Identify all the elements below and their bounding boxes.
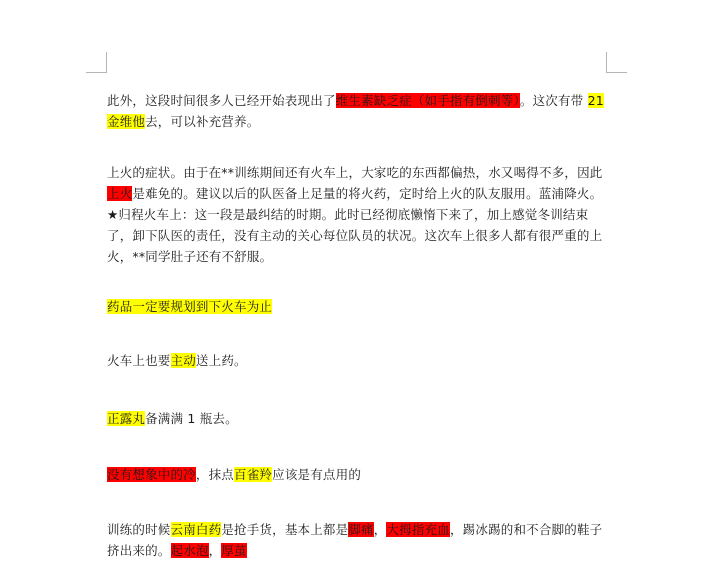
paragraph-medicine-plan (107, 296, 607, 317)
highlight-red: 厚茧 (221, 543, 247, 558)
highlight-red: 上火 (107, 186, 133, 201)
highlight-yellow: 云南白药 (170, 522, 222, 537)
highlight-red: 起水泡 (170, 543, 209, 558)
text-run: ，抹点 (195, 467, 235, 482)
highlight-yellow: 正露丸 (107, 411, 146, 426)
text-run: 备满满 1 瓶去。 (145, 411, 238, 426)
text-run: 去，可以补充营养。 (145, 114, 260, 129)
text-run: 送上药。 (195, 353, 247, 368)
text-run: 上火的症状。由于在**训练期间还有火车上，大家吃的东西都偏热，水又喝得不多，因此 (107, 165, 603, 180)
crop-mark-top-left (86, 52, 107, 73)
text-run: 火车上也要 (107, 353, 171, 368)
highlight-yellow: 21 金维他 (107, 93, 604, 129)
paragraph-zhenglu (107, 408, 607, 429)
highlight-yellow: 药品一定要规划到下火车为止 (107, 299, 273, 314)
text-run: ， (373, 522, 387, 537)
text-run: 是难免的。建议以后的队医备上足量的将火药，定时给上火的队友服用。蓝浦降火。★归程火车上：这一段是最纠结的时期。此时已经彻底懒惰下来了，加上感觉冬训结束了，卸下队医的责任，没有主动的关心每位队员的状况。这次车上很多人都有很严重的上火，**同学肚子还有不舒服。 (107, 186, 603, 264)
text-run: ，踢冰踢的和不合脚的鞋子挤出来的。 (107, 522, 603, 558)
text-run: 。这次有带 (519, 93, 588, 108)
paragraph-cold (107, 464, 607, 485)
text-run: 训练的时候 (107, 522, 171, 537)
highlight-red: 大拇指充血 (386, 522, 450, 537)
highlight-red: 没有想象中的冷 (107, 467, 196, 482)
crop-mark-top-right (606, 52, 627, 73)
paragraph-shanghuo (107, 162, 607, 267)
paragraph-train-medicine (107, 350, 607, 371)
paragraph-training-injuries (107, 519, 607, 561)
highlight-yellow: 主动 (170, 353, 196, 368)
text-run: ， (208, 543, 222, 558)
highlight-yellow: 百雀羚 (234, 467, 273, 482)
text-run: 应该是有点用的 (272, 467, 362, 482)
highlight-red: 维生素缺乏症（如手指有倒刺等） (335, 93, 520, 108)
text-run: 此外，这段时间很多人已经开始表现出了 (107, 93, 336, 108)
highlight-red: 脚痛 (348, 522, 374, 537)
paragraph-vitamin (107, 90, 607, 132)
text-run: 是抢手货，基本上都是 (221, 522, 349, 537)
